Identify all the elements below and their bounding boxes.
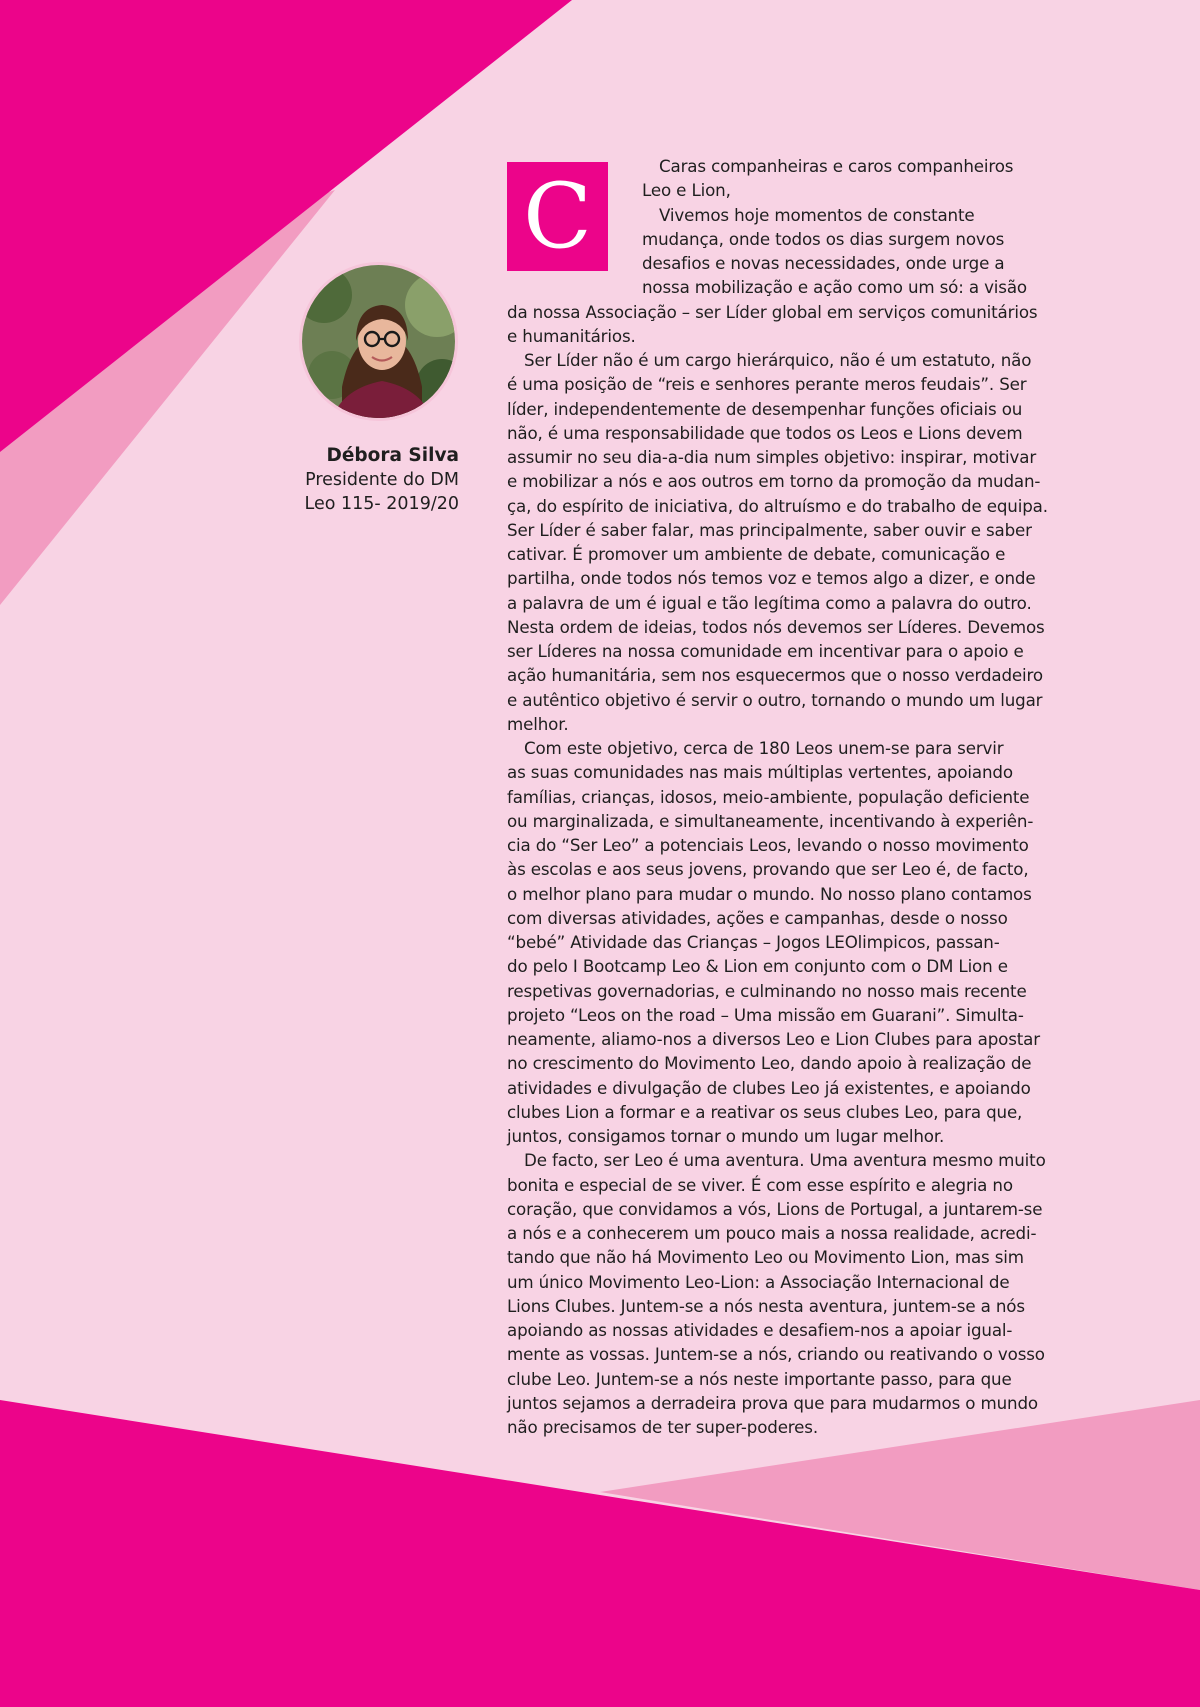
text-line: coração, que convidamos a vós, Lions de Portugal, a juntarem-se [507,1198,1043,1219]
author-role-line-2: Leo 115- 2019/20 [304,494,459,514]
text-line: cia do “Ser Leo” a potenciais Leos, levando o nosso movimento [507,835,1029,855]
text-line: um único Movimento Leo-Lion: a Associação Internacional de [507,1271,1010,1292]
text-line: Vivemos hoje momentos de constante [659,204,975,225]
text-line: tando que não há Movimento Leo ou Movimento Lion, mas sim [507,1247,1024,1268]
text-line: ação humanitária, sem nos esquecermos que o nosso verdadeiro [507,665,1043,686]
drop-cap-letter: C [523,163,592,269]
text-line: às escolas e aos seus jovens, provando que ser Leo é, de facto, [507,859,1029,880]
text-line: apoiando as nossas atividades e desafiem-nos a apoiar igual- [507,1320,1013,1340]
text-line: nossa mobilização e ação como um só: a visão [642,277,1027,298]
text-line: Leo e Lion, [642,180,731,201]
text-line: Ser Líder não é um cargo hierárquico, não é um estatuto, não [524,350,1032,370]
text-line: com diversas atividades, ações e campanhas, desde o nosso [507,907,1008,928]
text-line: e mobilizar a nós e aos outros em torno da promoção da mudan- [507,471,1041,492]
text-line: é uma posição de “reis e senhores perante meros feudais”. Ser [507,374,1027,395]
text-line: mudança, onde todos os dias surgem novos [642,228,1005,249]
text-line: Ser Líder é saber falar, mas principalmente, saber ouvir e saber [507,519,1032,540]
text-line: Lions Clubes. Juntem-se a nós nesta aventura, juntem-se a nós [507,1295,1025,1316]
author-name: Débora Silva [326,445,459,466]
text-line: juntos sejamos a derradeira prova que para mudarmos o mundo [507,1392,1038,1413]
text-line: “bebé” Atividade das Crianças – Jogos LEOlimpicos, passan- [507,932,1000,952]
text-line: desafios e novas necessidades, onde urge a [642,253,1005,273]
text-line: clubes Lion a formar e a reativar os seus clubes Leo, para que, [507,1101,1023,1122]
letter-body [507,154,1048,1439]
text-line: projeto “Leos on the road – Uma missão em Guarani”. Simulta- [507,1004,1024,1025]
text-line: partilha, onde todos nós temos voz e temos algo a dizer, e onde [507,568,1036,589]
author-caption [250,444,459,516]
text-line: as suas comunidades nas mais múltiplas vertentes, apoiando [507,762,1013,783]
text-line: assumir no seu dia-a-dia num simples objetivo: inspirar, motivar [507,447,1037,467]
text-line: a nós e a conhecerem um pouco mais a nossa realidade, acredi- [507,1223,1037,1243]
text-line: De facto, ser Leo é uma aventura. Uma aventura mesmo muito [524,1150,1046,1171]
text-line: ou marginalizada, e simultaneamente, incentivando à experiên- [507,810,1034,831]
top-left-magenta-triangle [0,0,572,452]
text-line: e autêntico objetivo é servir o outro, tornando o mundo um lugar [507,689,1043,710]
text-line: respetivas governadorias, e culminando no nosso mais recente [507,980,1027,1001]
text-line: a palavra de um é igual e tão legítima como a palavra do outro. [507,592,1032,613]
text-line: não precisamos de ter super-poderes. [507,1417,818,1437]
text-line: ça, do espírito de iniciativa, do altruísmo e do trabalho de equipa. [507,495,1048,516]
text-line: bonita e especial de se viver. É com esse espírito e alegria no [507,1174,1013,1195]
text-line: o melhor plano para mudar o mundo. No nosso plano contamos [507,883,1032,904]
text-line: melhor. [507,713,569,734]
text-line: Nesta ordem de ideias, todos nós devemos ser Líderes. Devemos [507,616,1045,637]
text-line: da nossa Associação – ser Líder global em serviços comunitários [507,301,1038,322]
author-role-line-1: Presidente do DM [305,470,459,490]
portrait-illustration [302,265,458,421]
text-line: clube Leo. Juntem-se a nós neste importante passo, para que [507,1368,1012,1389]
text-line: juntos, consigamos tornar o mundo um lugar melhor. [507,1126,945,1146]
text-line: líder, independentemente de desempenhar funções oficiais ou [507,398,1023,419]
text-line: mente as vossas. Juntem-se a nós, criando ou reativando o vosso [507,1344,1045,1365]
text-line: famílias, crianças, idosos, meio-ambiente, população deficiente [507,786,1030,807]
text-line: ser Líderes na nossa comunidade em incentivar para o apoio e [507,641,1024,661]
text-line: neamente, aliamo-nos a diversos Leo e Lion Clubes para apostar [507,1029,1040,1049]
text-line: Com este objetivo, cerca de 180 Leos unem-se para servir [524,738,1004,758]
text-line: e humanitários. [507,325,636,346]
text-line: no crescimento do Movimento Leo, dando apoio à realização de [507,1053,1032,1074]
text-line: cativar. É promover um ambiente de debate, comunicação e [507,544,1006,564]
text-line: não, é uma responsabilidade que todos os Leos e Lions devem [507,422,1023,443]
text-line: do pelo I Bootcamp Leo & Lion em conjunto com o DM Lion e [507,956,1008,977]
text-line: atividades e divulgação de clubes Leo já existentes, e apoiando [507,1077,1031,1098]
text-line: Caras companheiras e caros companheiros [659,156,1014,176]
author-photo [299,262,458,421]
